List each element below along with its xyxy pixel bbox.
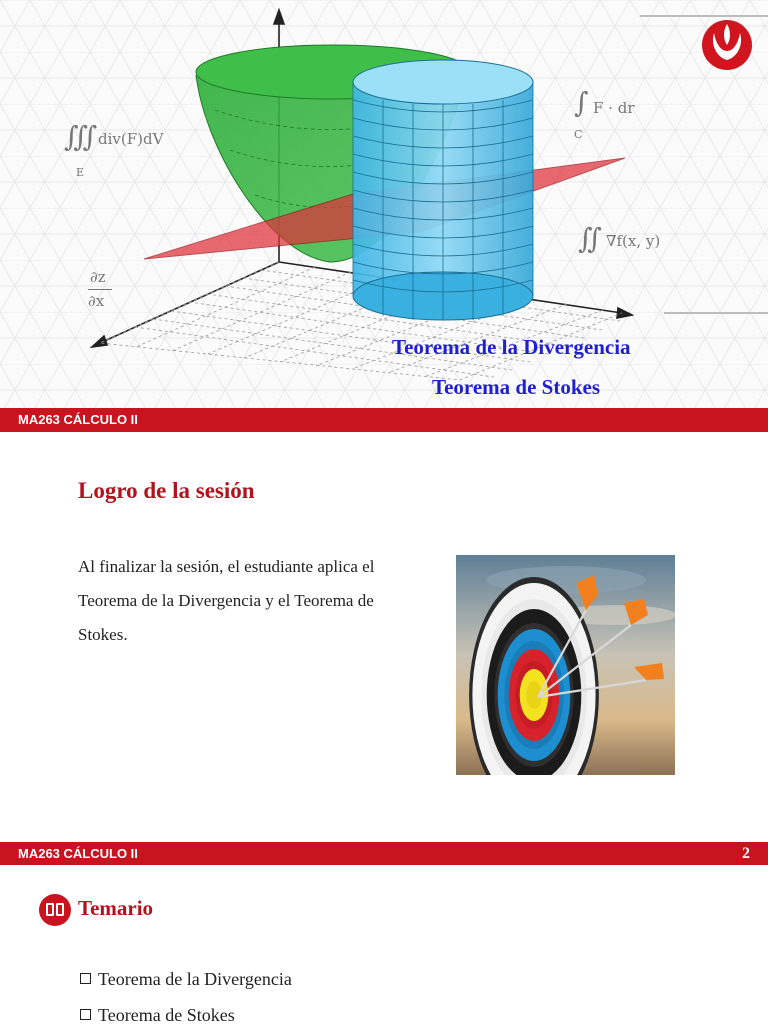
university-logo-icon [700,16,754,72]
triple-integral-symbol: ∭ [64,120,98,153]
gradient-expression: ∇f(x, y) [606,232,661,250]
fraction-bar [88,289,112,290]
agenda-slide [0,865,768,1024]
agenda-list [78,968,292,1024]
topic-label: Teorema de Stokes [98,1005,235,1024]
partial-denominator: ∂x [88,292,105,310]
checkbox-bullet-icon [80,1009,91,1020]
course-footer-bar [0,842,768,866]
line-integral-symbol: ∫ [574,86,589,119]
course-code-label: MA263 CÁLCULO II [18,412,138,427]
cover-title-stokes: Teorema de Stokes [432,375,600,399]
course-footer-bar [0,408,768,432]
book-circle-icon [38,893,72,927]
agenda-heading: Temario [78,896,154,920]
triple-integral-subscript: E [76,166,85,179]
side-rule [664,312,768,314]
partial-numerator: ∂z [90,268,106,286]
course-code-label: MA263 CÁLCULO II [18,846,138,861]
checkbox-bullet-icon [80,973,91,984]
cover-title-divergence: Teorema de la Divergencia [392,335,631,359]
objective-slide [0,432,768,842]
line-integral-subscript: C [574,128,583,141]
list-item [78,1004,292,1024]
topic-label: Teorema de la Divergencia [98,969,292,989]
line-integral-expression: F · dr [593,99,635,117]
surface-integral-symbol: ∬ [578,222,602,255]
divergence-expression: div(F)dV [98,130,164,148]
cylinder-surface [353,60,533,320]
page-number: 2 [742,845,750,862]
objective-heading: Logro de la sesión [78,478,255,503]
surfaces-illustration [0,0,768,408]
objective-description: Al finalizar la sesión, el estudiante aplica el Teorema de la Divergencia y el Teorema de Stokes. [78,557,375,644]
cover-slide [0,0,768,408]
list-item [78,968,292,1004]
archery-target-image [456,555,675,775]
